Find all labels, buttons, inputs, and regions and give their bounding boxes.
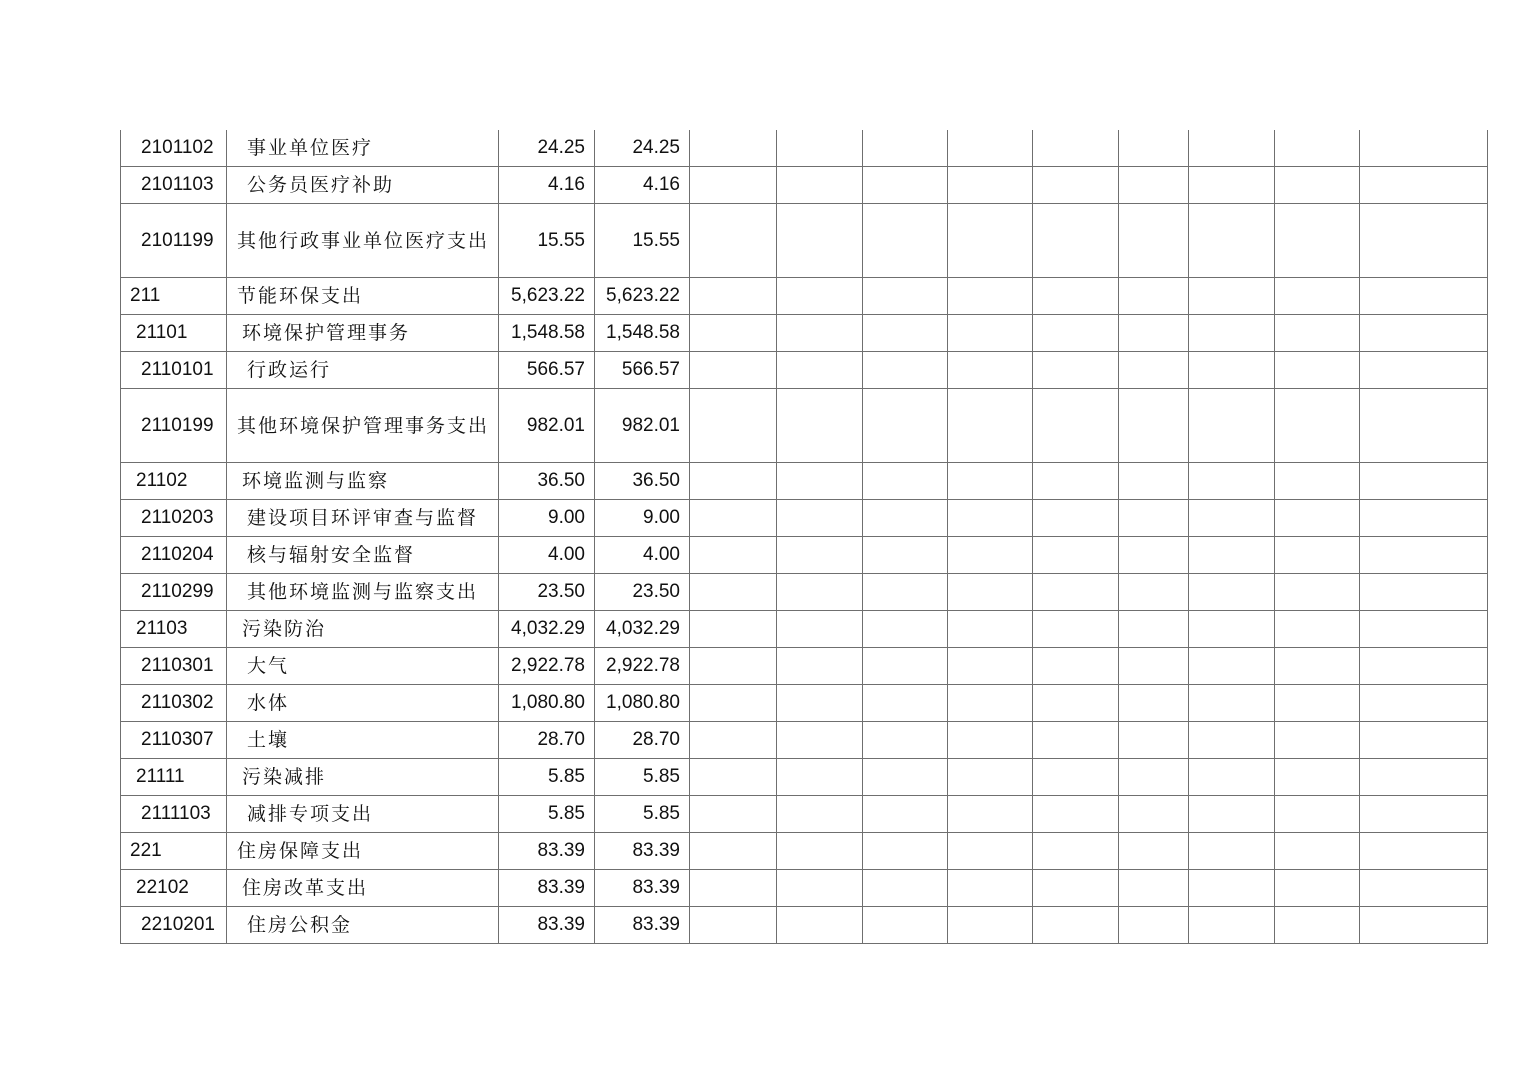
total-amount-cell: 5.85 xyxy=(499,759,595,796)
table-row xyxy=(121,500,1488,537)
subject-code-cell: 21101 xyxy=(121,315,227,352)
basic-expenditure-cell: 36.50 xyxy=(595,463,690,500)
empty-cell xyxy=(863,537,948,574)
empty-cell xyxy=(777,463,863,500)
basic-expenditure-cell: 5,623.22 xyxy=(595,278,690,315)
total-amount-cell: 566.57 xyxy=(499,352,595,389)
empty-cell xyxy=(1275,722,1360,759)
empty-cell xyxy=(1189,463,1275,500)
empty-cell xyxy=(948,500,1033,537)
basic-expenditure-cell: 9.00 xyxy=(595,500,690,537)
empty-cell xyxy=(690,796,777,833)
empty-cell xyxy=(1189,315,1275,352)
empty-cell xyxy=(1119,611,1189,648)
empty-cell xyxy=(1119,204,1189,278)
empty-cell xyxy=(690,500,777,537)
empty-cell xyxy=(948,796,1033,833)
empty-cell xyxy=(1189,648,1275,685)
empty-cell xyxy=(1360,278,1488,315)
empty-cell xyxy=(1189,167,1275,204)
basic-expenditure-cell: 1,548.58 xyxy=(595,315,690,352)
empty-cell xyxy=(1033,463,1119,500)
empty-cell xyxy=(690,352,777,389)
empty-cell xyxy=(948,389,1033,463)
empty-cell xyxy=(1275,500,1360,537)
total-amount-cell: 36.50 xyxy=(499,463,595,500)
empty-cell xyxy=(1033,759,1119,796)
empty-cell xyxy=(1360,685,1488,722)
empty-cell xyxy=(1189,685,1275,722)
empty-cell xyxy=(777,759,863,796)
empty-cell xyxy=(1360,722,1488,759)
empty-cell xyxy=(1033,870,1119,907)
empty-cell xyxy=(948,315,1033,352)
empty-cell xyxy=(1275,685,1360,722)
empty-cell xyxy=(1119,722,1189,759)
subject-name-cell: 节能环保支出 xyxy=(227,278,499,315)
empty-cell xyxy=(1119,500,1189,537)
empty-cell xyxy=(948,685,1033,722)
subject-name-cell: 建设项目环评审查与监督 xyxy=(227,500,499,537)
empty-cell xyxy=(1189,611,1275,648)
subject-name-cell: 其他环境保护管理事务支出 xyxy=(227,389,499,463)
total-amount-cell: 982.01 xyxy=(499,389,595,463)
table-row xyxy=(121,278,1488,315)
empty-cell xyxy=(777,796,863,833)
empty-cell xyxy=(948,574,1033,611)
basic-expenditure-cell: 23.50 xyxy=(595,574,690,611)
subject-code-cell: 2110301 xyxy=(121,648,227,685)
empty-cell xyxy=(1033,907,1119,944)
basic-expenditure-cell: 15.55 xyxy=(595,204,690,278)
empty-cell xyxy=(1033,278,1119,315)
empty-cell xyxy=(948,870,1033,907)
subject-name-cell: 污染防治 xyxy=(227,611,499,648)
empty-cell xyxy=(1275,870,1360,907)
empty-cell xyxy=(1275,537,1360,574)
total-amount-cell: 2,922.78 xyxy=(499,648,595,685)
table-row xyxy=(121,685,1488,722)
empty-cell xyxy=(1033,833,1119,870)
subject-name-cell: 其他环境监测与监察支出 xyxy=(227,574,499,611)
empty-cell xyxy=(777,574,863,611)
table-row xyxy=(121,315,1488,352)
table-row xyxy=(121,352,1488,389)
empty-cell xyxy=(1189,389,1275,463)
subject-code-cell: 21103 xyxy=(121,611,227,648)
subject-name-cell: 土壤 xyxy=(227,722,499,759)
empty-cell xyxy=(1119,759,1189,796)
table-row xyxy=(121,574,1488,611)
table-row xyxy=(121,870,1488,907)
empty-cell xyxy=(863,352,948,389)
empty-cell xyxy=(1275,389,1360,463)
empty-cell xyxy=(863,130,948,167)
empty-cell xyxy=(1189,278,1275,315)
empty-cell xyxy=(948,907,1033,944)
empty-cell xyxy=(777,833,863,870)
empty-cell xyxy=(1360,833,1488,870)
empty-cell xyxy=(777,685,863,722)
basic-expenditure-cell: 5.85 xyxy=(595,759,690,796)
empty-cell xyxy=(777,167,863,204)
empty-cell xyxy=(1033,574,1119,611)
empty-cell xyxy=(948,204,1033,278)
empty-cell xyxy=(690,907,777,944)
subject-code-cell: 2111103 xyxy=(121,796,227,833)
subject-code-cell: 21111 xyxy=(121,759,227,796)
total-amount-cell: 5,623.22 xyxy=(499,278,595,315)
table-row xyxy=(121,130,1488,167)
empty-cell xyxy=(777,204,863,278)
empty-cell xyxy=(863,722,948,759)
empty-cell xyxy=(1033,167,1119,204)
table-row xyxy=(121,833,1488,870)
empty-cell xyxy=(1189,796,1275,833)
empty-cell xyxy=(1033,685,1119,722)
subject-name-cell: 核与辐射安全监督 xyxy=(227,537,499,574)
empty-cell xyxy=(1275,796,1360,833)
empty-cell xyxy=(777,870,863,907)
empty-cell xyxy=(1275,315,1360,352)
subject-name-cell: 污染减排 xyxy=(227,759,499,796)
empty-cell xyxy=(1119,463,1189,500)
empty-cell xyxy=(1189,907,1275,944)
subject-name-cell: 大气 xyxy=(227,648,499,685)
empty-cell xyxy=(1189,500,1275,537)
empty-cell xyxy=(863,278,948,315)
empty-cell xyxy=(1275,167,1360,204)
empty-cell xyxy=(863,833,948,870)
empty-cell xyxy=(690,389,777,463)
empty-cell xyxy=(863,648,948,685)
basic-expenditure-cell: 83.39 xyxy=(595,833,690,870)
empty-cell xyxy=(948,537,1033,574)
table-row xyxy=(121,648,1488,685)
empty-cell xyxy=(1360,870,1488,907)
empty-cell xyxy=(863,907,948,944)
empty-cell xyxy=(1033,315,1119,352)
subject-name-cell: 水体 xyxy=(227,685,499,722)
empty-cell xyxy=(948,611,1033,648)
empty-cell xyxy=(777,648,863,685)
empty-cell xyxy=(1360,796,1488,833)
subject-name-cell: 公务员医疗补助 xyxy=(227,167,499,204)
basic-expenditure-cell: 28.70 xyxy=(595,722,690,759)
empty-cell xyxy=(777,722,863,759)
empty-cell xyxy=(777,315,863,352)
empty-cell xyxy=(863,167,948,204)
empty-cell xyxy=(777,537,863,574)
empty-cell xyxy=(777,389,863,463)
basic-expenditure-cell: 4,032.29 xyxy=(595,611,690,648)
subject-name-cell: 减排专项支出 xyxy=(227,796,499,833)
empty-cell xyxy=(863,204,948,278)
empty-cell xyxy=(1275,759,1360,796)
total-amount-cell: 1,548.58 xyxy=(499,315,595,352)
table-row xyxy=(121,907,1488,944)
empty-cell xyxy=(1119,352,1189,389)
basic-expenditure-cell: 5.85 xyxy=(595,796,690,833)
table-row xyxy=(121,204,1488,278)
empty-cell xyxy=(690,537,777,574)
empty-cell xyxy=(1033,352,1119,389)
empty-cell xyxy=(1360,907,1488,944)
empty-cell xyxy=(1275,352,1360,389)
total-amount-cell: 9.00 xyxy=(499,500,595,537)
empty-cell xyxy=(1189,574,1275,611)
basic-expenditure-cell: 1,080.80 xyxy=(595,685,690,722)
subject-code-cell: 2210201 xyxy=(121,907,227,944)
empty-cell xyxy=(948,463,1033,500)
empty-cell xyxy=(690,204,777,278)
basic-expenditure-cell: 83.39 xyxy=(595,870,690,907)
empty-cell xyxy=(1033,130,1119,167)
empty-cell xyxy=(777,907,863,944)
total-amount-cell: 15.55 xyxy=(499,204,595,278)
empty-cell xyxy=(1119,907,1189,944)
subject-code-cell: 2110302 xyxy=(121,685,227,722)
subject-name-cell: 行政运行 xyxy=(227,352,499,389)
empty-cell xyxy=(1275,611,1360,648)
empty-cell xyxy=(1360,648,1488,685)
total-amount-cell: 5.85 xyxy=(499,796,595,833)
total-amount-cell: 24.25 xyxy=(499,130,595,167)
empty-cell xyxy=(1189,130,1275,167)
empty-cell xyxy=(1119,574,1189,611)
empty-cell xyxy=(1360,500,1488,537)
subject-code-cell: 2110299 xyxy=(121,574,227,611)
empty-cell xyxy=(1275,907,1360,944)
empty-cell xyxy=(690,574,777,611)
empty-cell xyxy=(1033,537,1119,574)
subject-name-cell: 住房保障支出 xyxy=(227,833,499,870)
table-row xyxy=(121,537,1488,574)
subject-code-cell: 221 xyxy=(121,833,227,870)
empty-cell xyxy=(690,833,777,870)
empty-cell xyxy=(1360,463,1488,500)
empty-cell xyxy=(1119,833,1189,870)
subject-code-cell: 2101102 xyxy=(121,130,227,167)
empty-cell xyxy=(1119,648,1189,685)
subject-code-cell: 2101199 xyxy=(121,204,227,278)
empty-cell xyxy=(1033,500,1119,537)
empty-cell xyxy=(1119,537,1189,574)
subject-code-cell: 2110199 xyxy=(121,389,227,463)
empty-cell xyxy=(777,130,863,167)
empty-cell xyxy=(690,759,777,796)
empty-cell xyxy=(1119,796,1189,833)
table-row xyxy=(121,167,1488,204)
empty-cell xyxy=(863,870,948,907)
subject-name-cell: 其他行政事业单位医疗支出 xyxy=(227,204,499,278)
total-amount-cell: 23.50 xyxy=(499,574,595,611)
table-body xyxy=(121,130,1488,944)
total-amount-cell: 28.70 xyxy=(499,722,595,759)
empty-cell xyxy=(690,722,777,759)
empty-cell xyxy=(1360,537,1488,574)
total-amount-cell: 1,080.80 xyxy=(499,685,595,722)
subject-code-cell: 21102 xyxy=(121,463,227,500)
basic-expenditure-cell: 2,922.78 xyxy=(595,648,690,685)
empty-cell xyxy=(1119,870,1189,907)
empty-cell xyxy=(1119,389,1189,463)
empty-cell xyxy=(690,463,777,500)
empty-cell xyxy=(1189,537,1275,574)
empty-cell xyxy=(1275,130,1360,167)
empty-cell xyxy=(690,130,777,167)
empty-cell xyxy=(777,352,863,389)
empty-cell xyxy=(863,315,948,352)
empty-cell xyxy=(863,574,948,611)
empty-cell xyxy=(690,278,777,315)
empty-cell xyxy=(1360,167,1488,204)
table-row xyxy=(121,796,1488,833)
table-row xyxy=(121,722,1488,759)
empty-cell xyxy=(1360,389,1488,463)
subject-code-cell: 2110101 xyxy=(121,352,227,389)
empty-cell xyxy=(1189,870,1275,907)
empty-cell xyxy=(1275,463,1360,500)
subject-code-cell: 2110203 xyxy=(121,500,227,537)
basic-expenditure-cell: 4.00 xyxy=(595,537,690,574)
empty-cell xyxy=(1033,796,1119,833)
total-amount-cell: 83.39 xyxy=(499,870,595,907)
empty-cell xyxy=(1033,722,1119,759)
table-row xyxy=(121,463,1488,500)
table-row xyxy=(121,389,1488,463)
empty-cell xyxy=(948,278,1033,315)
empty-cell xyxy=(863,500,948,537)
budget-expenditure-table xyxy=(120,130,1488,944)
empty-cell xyxy=(948,167,1033,204)
empty-cell xyxy=(1189,759,1275,796)
empty-cell xyxy=(1360,759,1488,796)
subject-code-cell: 2110307 xyxy=(121,722,227,759)
empty-cell xyxy=(690,870,777,907)
subject-code-cell: 22102 xyxy=(121,870,227,907)
empty-cell xyxy=(948,352,1033,389)
total-amount-cell: 83.39 xyxy=(499,907,595,944)
empty-cell xyxy=(690,315,777,352)
empty-cell xyxy=(1119,167,1189,204)
empty-cell xyxy=(690,685,777,722)
empty-cell xyxy=(1360,315,1488,352)
basic-expenditure-cell: 4.16 xyxy=(595,167,690,204)
empty-cell xyxy=(1119,130,1189,167)
empty-cell xyxy=(1360,352,1488,389)
empty-cell xyxy=(1360,611,1488,648)
empty-cell xyxy=(948,130,1033,167)
empty-cell xyxy=(1033,204,1119,278)
empty-cell xyxy=(777,611,863,648)
empty-cell xyxy=(1275,204,1360,278)
empty-cell xyxy=(948,759,1033,796)
table-row xyxy=(121,759,1488,796)
basic-expenditure-cell: 24.25 xyxy=(595,130,690,167)
empty-cell xyxy=(863,685,948,722)
empty-cell xyxy=(1033,648,1119,685)
empty-cell xyxy=(1119,315,1189,352)
basic-expenditure-cell: 83.39 xyxy=(595,907,690,944)
empty-cell xyxy=(863,463,948,500)
empty-cell xyxy=(690,648,777,685)
empty-cell xyxy=(863,796,948,833)
subject-name-cell: 事业单位医疗 xyxy=(227,130,499,167)
empty-cell xyxy=(1119,685,1189,722)
empty-cell xyxy=(690,167,777,204)
empty-cell xyxy=(1360,204,1488,278)
empty-cell xyxy=(1189,722,1275,759)
basic-expenditure-cell: 982.01 xyxy=(595,389,690,463)
empty-cell xyxy=(1119,278,1189,315)
subject-name-cell: 环境保护管理事务 xyxy=(227,315,499,352)
subject-code-cell: 2101103 xyxy=(121,167,227,204)
subject-name-cell: 住房改革支出 xyxy=(227,870,499,907)
total-amount-cell: 4,032.29 xyxy=(499,611,595,648)
empty-cell xyxy=(1189,204,1275,278)
table-row xyxy=(121,611,1488,648)
empty-cell xyxy=(777,500,863,537)
empty-cell xyxy=(690,611,777,648)
empty-cell xyxy=(1275,833,1360,870)
subject-code-cell: 2110204 xyxy=(121,537,227,574)
empty-cell xyxy=(1033,389,1119,463)
empty-cell xyxy=(1275,278,1360,315)
empty-cell xyxy=(1275,648,1360,685)
empty-cell xyxy=(948,833,1033,870)
empty-cell xyxy=(948,648,1033,685)
empty-cell xyxy=(863,389,948,463)
empty-cell xyxy=(1360,574,1488,611)
empty-cell xyxy=(863,759,948,796)
subject-code-cell: 211 xyxy=(121,278,227,315)
empty-cell xyxy=(1360,130,1488,167)
basic-expenditure-cell: 566.57 xyxy=(595,352,690,389)
total-amount-cell: 4.00 xyxy=(499,537,595,574)
subject-name-cell: 住房公积金 xyxy=(227,907,499,944)
empty-cell xyxy=(1275,574,1360,611)
empty-cell xyxy=(1033,611,1119,648)
empty-cell xyxy=(777,278,863,315)
total-amount-cell: 4.16 xyxy=(499,167,595,204)
empty-cell xyxy=(863,611,948,648)
empty-cell xyxy=(1189,833,1275,870)
total-amount-cell: 83.39 xyxy=(499,833,595,870)
empty-cell xyxy=(948,722,1033,759)
subject-name-cell: 环境监测与监察 xyxy=(227,463,499,500)
empty-cell xyxy=(1189,352,1275,389)
